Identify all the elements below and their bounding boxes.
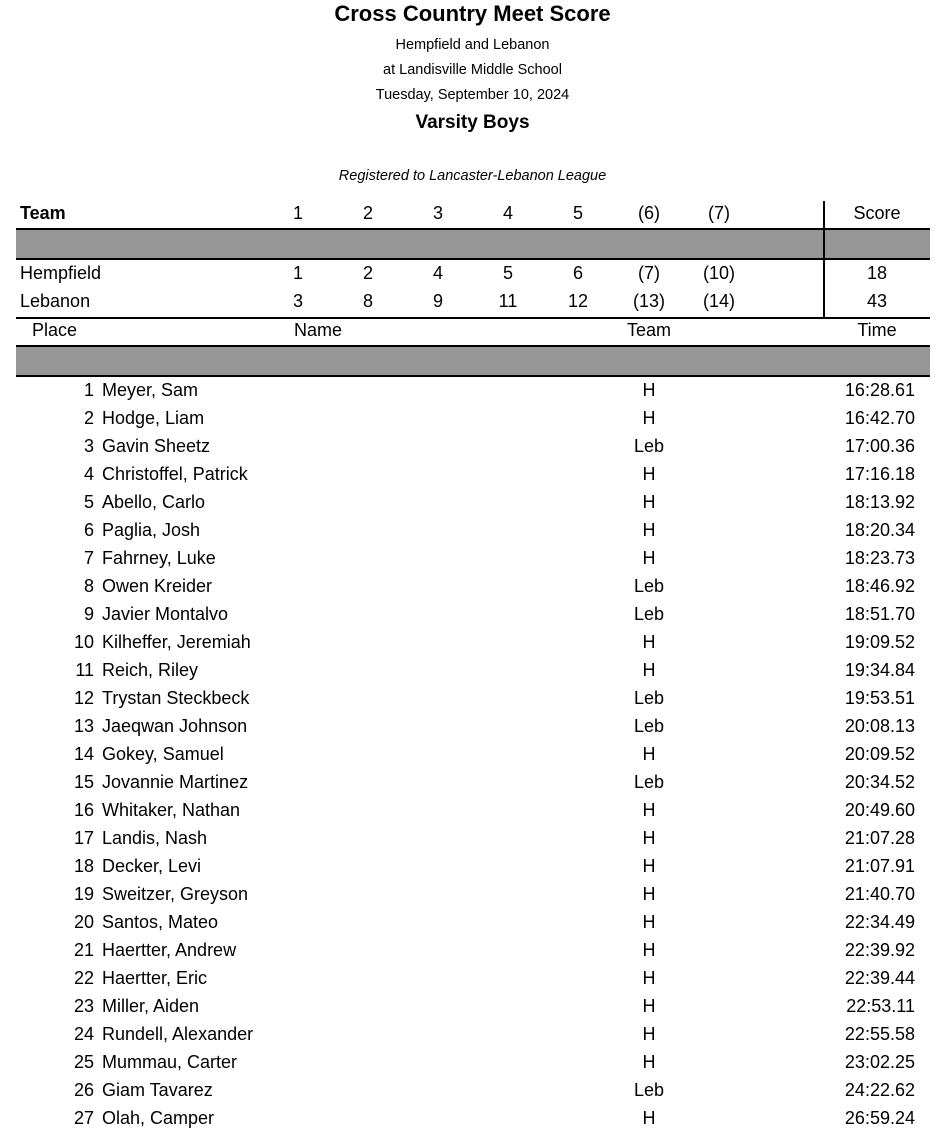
rule xyxy=(16,258,930,260)
result-row xyxy=(0,491,935,519)
team-place: 8 xyxy=(362,291,374,311)
runner-team: H xyxy=(642,940,656,960)
runner-team: H xyxy=(642,1108,656,1128)
result-place: 12 xyxy=(73,688,94,708)
name-column-header: Name xyxy=(294,320,343,340)
result-place: 26 xyxy=(73,1080,94,1100)
runner-time: 22:39.44 xyxy=(844,968,915,988)
runner-team: H xyxy=(642,800,656,820)
runner-time: 21:07.91 xyxy=(844,856,915,876)
result-place: 2 xyxy=(83,408,94,428)
runner-time: 22:34.49 xyxy=(844,912,915,932)
result-row xyxy=(0,1107,935,1135)
team-place: 11 xyxy=(498,291,518,311)
team-score: 18 xyxy=(866,263,888,283)
report-title: Cross Country Meet Score xyxy=(334,1,611,26)
runner-team: Leb xyxy=(633,436,665,456)
result-place: 18 xyxy=(73,856,94,876)
result-row xyxy=(0,799,935,827)
team-place: 12 xyxy=(567,291,589,311)
runner-team: H xyxy=(642,1024,656,1044)
runner-name: Meyer, Sam xyxy=(102,380,199,400)
team-header: Team xyxy=(20,203,66,223)
result-place: 17 xyxy=(73,828,94,848)
runner-time: 20:09.52 xyxy=(844,744,915,764)
result-row xyxy=(0,771,935,799)
score-header: Score xyxy=(853,203,901,223)
runner-time: 20:08.13 xyxy=(844,716,915,736)
result-row xyxy=(0,1079,935,1107)
runner-time: 19:53.51 xyxy=(844,688,915,708)
team-place: 9 xyxy=(432,291,444,311)
rule xyxy=(16,375,930,377)
runner-time: 18:20.34 xyxy=(844,520,915,540)
runner-time: 18:46.92 xyxy=(844,576,915,596)
runner-name: Jovannie Martinez xyxy=(102,772,249,792)
result-place: 23 xyxy=(73,996,94,1016)
runner-time: 19:34.84 xyxy=(844,660,915,680)
runner-team: Leb xyxy=(633,688,665,708)
runner-name: Whitaker, Nathan xyxy=(102,800,241,820)
result-place: 6 xyxy=(83,520,94,540)
runner-time: 23:02.25 xyxy=(844,1052,915,1072)
score-divider xyxy=(823,228,825,260)
runner-team: H xyxy=(642,408,656,428)
runner-team: H xyxy=(642,548,656,568)
runner-team: Leb xyxy=(633,576,665,596)
runner-team: Leb xyxy=(633,772,665,792)
runner-team: H xyxy=(642,996,656,1016)
result-row xyxy=(0,463,935,491)
team-score: 43 xyxy=(866,291,888,311)
runner-team: H xyxy=(642,968,656,988)
result-row xyxy=(0,435,935,463)
result-row xyxy=(0,547,935,575)
team-place: 5 xyxy=(502,263,514,283)
runner-name: Fahrney, Luke xyxy=(102,548,216,568)
runner-name: Abello, Carlo xyxy=(102,492,206,512)
place-header-4: 4 xyxy=(502,203,514,223)
runner-team: H xyxy=(642,744,656,764)
result-row xyxy=(0,1051,935,1079)
meet-date: Tuesday, September 10, 2024 xyxy=(375,87,570,103)
result-place: 8 xyxy=(83,576,94,596)
result-row xyxy=(0,855,935,883)
result-place: 21 xyxy=(73,940,94,960)
result-place: 11 xyxy=(75,660,94,680)
runner-name: Owen Kreider xyxy=(102,576,213,596)
place-header-7: (7) xyxy=(708,203,730,223)
runner-name: Decker, Levi xyxy=(102,856,202,876)
team-place: 3 xyxy=(292,291,304,311)
runner-name: Gokey, Samuel xyxy=(102,744,224,764)
result-place: 19 xyxy=(73,884,94,904)
runner-name: Giam Tavarez xyxy=(102,1080,213,1100)
runner-time: 20:49.60 xyxy=(844,800,915,820)
result-place: 9 xyxy=(83,604,94,624)
runner-name: Paglia, Josh xyxy=(102,520,201,540)
result-row xyxy=(0,715,935,743)
result-place: 1 xyxy=(83,380,94,400)
result-place: 5 xyxy=(83,492,94,512)
runner-team: H xyxy=(642,520,656,540)
runner-team: H xyxy=(642,884,656,904)
team-place: (10) xyxy=(702,263,736,283)
result-row xyxy=(0,519,935,547)
result-row xyxy=(0,939,935,967)
runner-team: H xyxy=(642,856,656,876)
result-place: 22 xyxy=(73,968,94,988)
league-note: Registered to Lancaster-Lebanon League xyxy=(338,168,607,184)
team-place: 2 xyxy=(362,263,374,283)
runner-team: H xyxy=(642,828,656,848)
result-row xyxy=(0,407,935,435)
runner-time: 20:34.52 xyxy=(844,772,915,792)
runner-time: 22:53.11 xyxy=(846,996,915,1016)
runner-name: Olah, Camper xyxy=(102,1108,215,1128)
gray-band xyxy=(16,347,930,375)
runner-name: Haertter, Eric xyxy=(102,968,208,988)
runner-time: 17:16.18 xyxy=(844,464,915,484)
runner-name: Miller, Aiden xyxy=(102,996,200,1016)
runner-name: Christoffel, Patrick xyxy=(102,464,248,484)
result-place: 27 xyxy=(73,1108,94,1128)
runner-team: H xyxy=(642,660,656,680)
runner-name: Rundell, Alexander xyxy=(102,1024,254,1044)
runner-team: Leb xyxy=(633,1080,665,1100)
runner-time: 19:09.52 xyxy=(844,632,915,652)
result-row xyxy=(0,995,935,1023)
result-place: 10 xyxy=(73,632,94,652)
runner-name: Mummau, Carter xyxy=(102,1052,238,1072)
team-name: Lebanon xyxy=(20,291,91,311)
runner-name: Sweitzer, Greyson xyxy=(102,884,249,904)
runner-name: Jaeqwan Johnson xyxy=(102,716,248,736)
runner-team: H xyxy=(642,464,656,484)
runner-time: 18:23.73 xyxy=(844,548,915,568)
result-row xyxy=(0,883,935,911)
team-column-header: Team xyxy=(626,320,672,340)
place-header-3: 3 xyxy=(432,203,444,223)
result-row xyxy=(0,827,935,855)
division-title: Varsity Boys xyxy=(415,112,530,133)
result-row xyxy=(0,743,935,771)
meet-location: at Landisville Middle School xyxy=(383,62,562,78)
team-place: (13) xyxy=(632,291,666,311)
team-place: 1 xyxy=(292,263,304,283)
result-row xyxy=(0,379,935,407)
runner-name: Kilheffer, Jeremiah xyxy=(102,632,251,652)
runner-time: 21:07.28 xyxy=(844,828,915,848)
result-place: 7 xyxy=(83,548,94,568)
runner-time: 26:59.24 xyxy=(844,1108,915,1128)
team-place: (7) xyxy=(638,263,660,283)
meet-teams: Hempfield and Lebanon xyxy=(395,37,550,53)
result-place: 16 xyxy=(73,800,94,820)
result-row xyxy=(0,659,935,687)
runner-name: Gavin Sheetz xyxy=(102,436,211,456)
result-place: 13 xyxy=(73,716,94,736)
runner-time: 16:28.61 xyxy=(844,380,915,400)
result-row xyxy=(0,631,935,659)
team-place: 4 xyxy=(432,263,444,283)
result-place: 15 xyxy=(73,772,94,792)
runner-team: H xyxy=(642,1052,656,1072)
runner-time: 24:22.62 xyxy=(844,1080,915,1100)
result-place: 20 xyxy=(73,912,94,932)
result-row xyxy=(0,967,935,995)
team-place: (14) xyxy=(702,291,736,311)
result-place: 24 xyxy=(73,1024,94,1044)
result-row xyxy=(0,687,935,715)
place-column-header: Place xyxy=(32,320,78,340)
place-header-1: 1 xyxy=(292,203,304,223)
runner-name: Trystan Steckbeck xyxy=(102,688,250,708)
place-header-5: 5 xyxy=(572,203,584,223)
runner-name: Reich, Riley xyxy=(102,660,199,680)
team-name: Hempfield xyxy=(20,263,102,283)
runner-time: 17:00.36 xyxy=(844,436,915,456)
runner-time: 18:51.70 xyxy=(844,604,915,624)
runner-team: H xyxy=(642,380,656,400)
runner-name: Hodge, Liam xyxy=(102,408,205,428)
place-header-2: 2 xyxy=(362,203,374,223)
runner-time: 22:55.58 xyxy=(844,1024,915,1044)
runner-team: H xyxy=(642,912,656,932)
team-place: 6 xyxy=(572,263,584,283)
runner-team: Leb xyxy=(633,716,665,736)
gray-band xyxy=(16,230,930,258)
runner-time: 22:39.92 xyxy=(844,940,915,960)
runner-time: 18:13.92 xyxy=(844,492,915,512)
result-row xyxy=(0,603,935,631)
place-header-6: (6) xyxy=(638,203,660,223)
runner-name: Santos, Mateo xyxy=(102,912,219,932)
result-row xyxy=(0,575,935,603)
result-place: 4 xyxy=(83,464,94,484)
result-place: 3 xyxy=(83,436,94,456)
runner-time: 21:40.70 xyxy=(844,884,915,904)
time-column-header: Time xyxy=(857,320,897,340)
result-row xyxy=(0,911,935,939)
runner-time: 16:42.70 xyxy=(844,408,915,428)
runner-team: H xyxy=(642,632,656,652)
runner-name: Haertter, Andrew xyxy=(102,940,237,960)
runner-team: Leb xyxy=(633,604,665,624)
result-row xyxy=(0,1023,935,1051)
runner-team: H xyxy=(642,492,656,512)
result-place: 14 xyxy=(73,744,94,764)
runner-name: Javier Montalvo xyxy=(102,604,229,624)
runner-name: Landis, Nash xyxy=(102,828,208,848)
rule xyxy=(16,317,930,319)
result-place: 25 xyxy=(73,1052,94,1072)
